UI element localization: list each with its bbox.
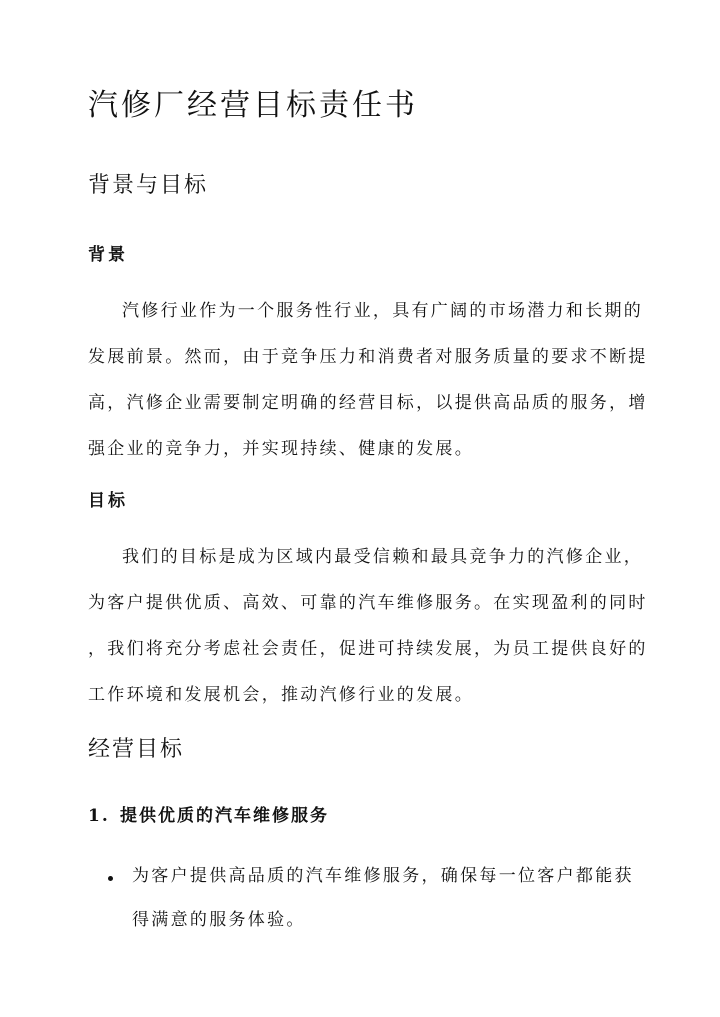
bullet-dot — [108, 876, 113, 881]
goal-paragraph-line: 为客户提供优质、高效、可靠的汽车维修服务。在实现盈利的同时 — [88, 593, 648, 613]
goal-paragraph-line: 我们的目标是成为区域内最受信赖和最具竞争力的汽修企业， — [122, 547, 644, 567]
background-paragraph-line: 汽修行业作为一个服务性行业，具有广阔的市场潜力和长期的 — [122, 301, 644, 321]
numbered-item-1 — [88, 803, 329, 829]
background-paragraph-line: 高，汽修企业需要制定明确的经营目标，以提供高品质的服务，增 — [88, 393, 648, 413]
bullet-line: 为客户提供高品质的汽车维修服务，确保每一位客户都能获 — [132, 866, 634, 886]
goal-paragraph-line: ，我们将充分考虑社会责任，促进可持续发展，为员工提供良好的 — [88, 639, 648, 659]
bullet-line: 得满意的服务体验。 — [132, 910, 306, 930]
item-title: 提供优质的汽车维修服务 — [120, 806, 329, 826]
background-paragraph-line: 发展前景。然而，由于竞争压力和消费者对服务质量的要求不断提 — [88, 347, 648, 367]
document-title: 汽修厂经营目标责任书 — [88, 88, 418, 123]
section-heading-background-and-goal: 背景与目标 — [88, 173, 209, 198]
item-number: 1. — [88, 806, 110, 826]
subheading-background: 背景 — [88, 245, 128, 265]
goal-paragraph-line: 工作环境和发展机会，推动汽修行业的发展。 — [88, 685, 474, 705]
background-paragraph-line: 强企业的竞争力，并实现持续、健康的发展。 — [88, 439, 474, 459]
subheading-goal: 目标 — [88, 491, 128, 511]
section-heading-business-goals: 经营目标 — [88, 737, 185, 762]
